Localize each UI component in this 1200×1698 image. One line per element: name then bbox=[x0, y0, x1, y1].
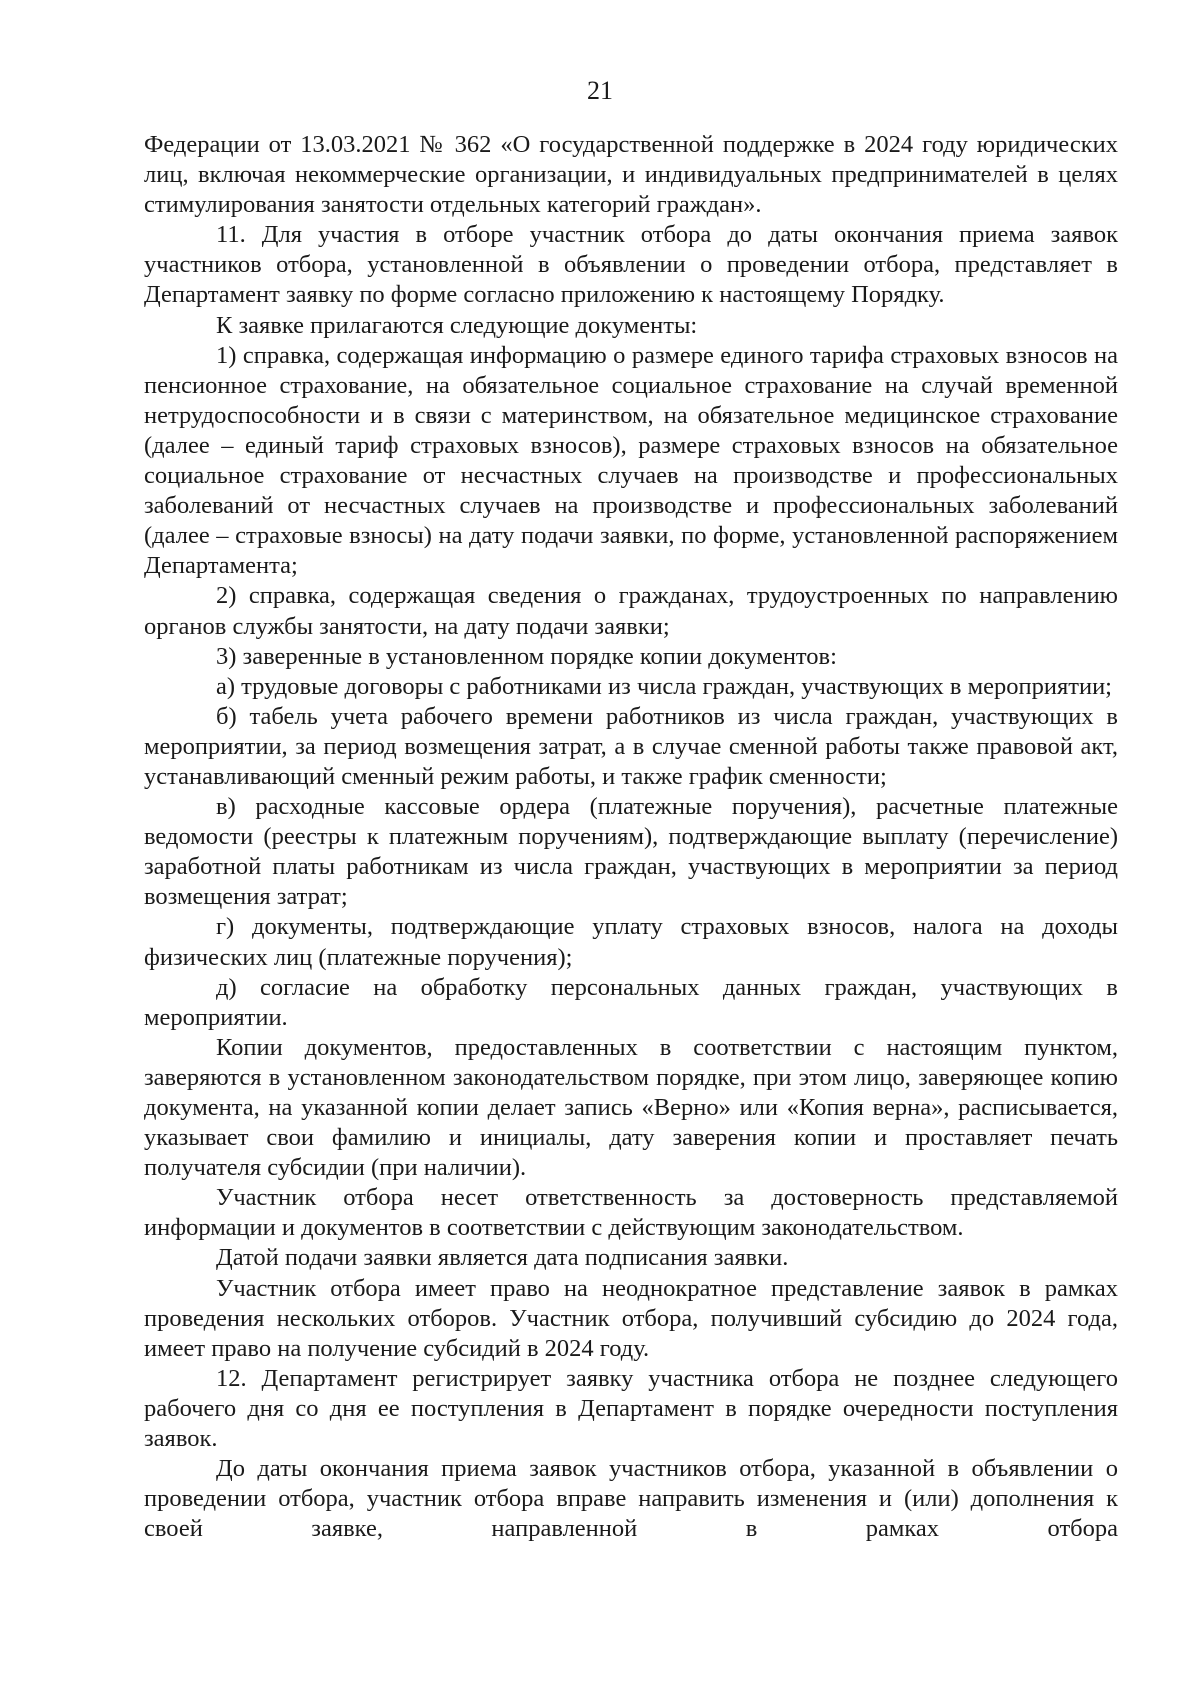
paragraph-subitem-a: а) трудовые договоры с работниками из числа граждан, участвующих в мероприятии; bbox=[216, 672, 1112, 700]
paragraph-subitem-g: г) документы, подтверждающие уплату страховых взносов, налога на доходы физических лиц (платежные поручения); bbox=[144, 913, 1118, 971]
paragraph-subitem-b: б) табель учета рабочего времени работников из числа граждан, участвующих в мероприятии, за период возмещения затрат, а в случае сменной работы также правовой акт, устанавливающий сменный режим работы, и также график сменности; bbox=[144, 702, 1118, 790]
paragraph-list-item-2: 2) справка, содержащая сведения о гражданах, трудоустроенных по направлению органов службы занятости, на дату подачи заявки; bbox=[144, 582, 1118, 640]
paragraph-subitem-d: д) согласие на обработку персональных данных граждан, участвующих в мероприятии. bbox=[144, 973, 1118, 1031]
page-number: 21 bbox=[587, 76, 613, 105]
paragraph-copies-certification: Копии документов, предоставленных в соответствии с настоящим пунктом, заверяются в установленном законодательством порядке, при этом лицо, заверяющее копию документа, на указанной копии делает запись «Верно» или «Копия верна», расписывается, указывает свои фамилию и инициалы, дату заверения копии и проставляет печать получателя субсидии (при наличии). bbox=[144, 1033, 1118, 1182]
paragraph-item-12: 12. Департамент регистрирует заявку участника отбора не позднее следующего рабочего дня со дня ее поступления в Департамент в порядке очередности поступления заявок. bbox=[144, 1364, 1118, 1453]
document-body bbox=[144, 130, 1118, 1544]
paragraph-continuation: Федерации от 13.03.2021 № 362 «О государственной поддержке в 2024 году юридических лиц, включая некоммерческие организации, и индивидуальных предпринимателей в целях стимулирования занятости отдельных категорий граждан». bbox=[144, 131, 1118, 219]
paragraph-responsibility: Участник отбора несет ответственность за достоверность представляемой информации и документов в соответствии с действующим законодательством. bbox=[144, 1184, 1118, 1242]
paragraph-submission-date: Датой подачи заявки является дата подписания заявки. bbox=[216, 1244, 789, 1272]
paragraph-item-11: 11. Для участия в отборе участник отбора до даты окончания приема заявок участников отбора, установленной в объявлении о проведении отбора, представляет в Департамент заявку по форме согласно приложению к настоящему Порядку. bbox=[144, 221, 1118, 309]
paragraph-list-item-1: 1) справка, содержащая информацию о размере единого тарифа страховых взносов на пенсионное страхование, на обязательное социальное страхование на случай временной нетрудоспособности и в связи с материнством, на обязательное медицинское страхование (далее – единый тариф страховых взносов), размере страховых взносов на обязательное социальное страхование от несчастных случаев на производстве и профессиональных заболеваний от несчастных случаев на производстве и профессиональных заболеваний (далее – страховые взносы) на дату подачи заявки, по форме, установленной распоряжением Департамента; bbox=[144, 341, 1118, 580]
paragraph-amendments: До даты окончания приема заявок участников отбора, указанной в объявлении о проведении отбора, участник отбора вправе направить изменения и (или) дополнения к своей заявке, направленной в рамках отбора bbox=[144, 1455, 1118, 1543]
paragraph-attachments-intro: К заявке прилагаются следующие документы: bbox=[216, 311, 698, 339]
paragraph-subitem-v: в) расходные кассовые ордера (платежные поручения), расчетные платежные ведомости (реестры к платежным поручениям), подтверждающие выплату (перечисление) заработной платы работникам из числа граждан, участвующих в мероприятии за период возмещения затрат; bbox=[144, 793, 1118, 911]
paragraph-list-item-3: 3) заверенные в установленном порядке копии документов: bbox=[216, 642, 837, 670]
paragraph-repeat-applications: Участник отбора имеет право на неоднократное представление заявок в рамках проведения нескольких отборов. Участник отбора, получивший субсидию до 2024 года, имеет право на получение субсидий в 2024 году. bbox=[144, 1274, 1118, 1362]
